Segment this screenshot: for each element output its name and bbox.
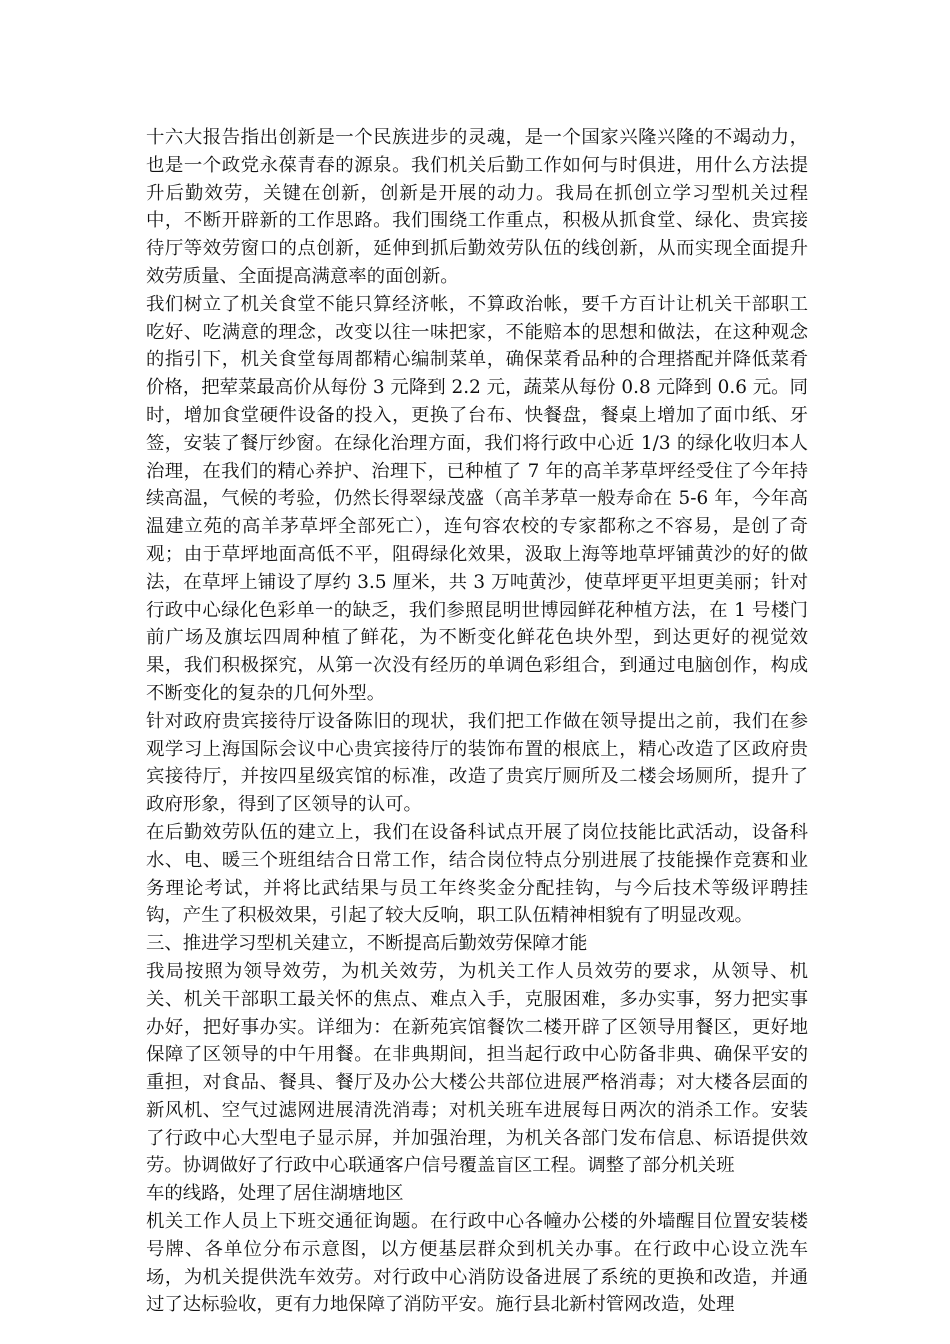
paragraph-reception-hall: 针对政府贵宾接待厅设备陈旧的现状，我们把工作做在领导提出之前，我们在参观学习上海国际会议中心贵宾接待厅的装饰布置的根底上，精心改造了区政府贵宾接待厅，并按四星级宾馆的标准，改造了贵宾厅厕所及二楼会场厕所，提升了政府形象，得到了区领导的认可。	[146, 710, 808, 816]
paragraph-service-team: 在后勤效劳队伍的建立上，我们在设备科试点开展了岗位技能比武活动，设备科水、电、暖三个班组结合日常工作，结合岗位特点分别进展了技能操作竞赛和业务理论考试，并将比武结果与员工年终奖金分配挂钩，与今后技术等级评聘挂钩，产生了积极效果，引起了较大反响，职工队伍精神相貌有了明显改观。	[146, 821, 808, 927]
paragraph-service-requirements: 我局按照为领导效劳，为机关效劳，为机关工作人员效劳的要求，从领导、机关、机关干部职工最关怀的焦点、难点入手，克服困难，多办实事，努力把实事办好，把好事办实。详细为：在新苑宾馆餐饮二楼开辟了区领导用餐区，更好地保障了区领导的中午用餐。在非典期间，担当起行政中心防备非典、确保平安的重担，对食品、餐具、餐厅及办公大楼公共部位进展严格消毒；对大楼各层面的新风机、空气过滤网进展清洗消毒；对机关班车进展每日两次的消杀工作。安装了行政中心大型电子显示屏，并加强治理，为机关各部门发布信息、标语提供效劳。协调做好了行政中心联通客户信号覆盖盲区工程。调整了部分机关班	[146, 960, 808, 1177]
paragraph-canteen-greening: 我们树立了机关食堂不能只算经济帐，不算政治帐，要千方百计让机关干部职工吃好、吃满意的理念，改变以往一味把家，不能赔本的思想和做法，在这种观念的指引下，机关食堂每周都精心编制菜单，确保菜肴品种的合理搭配并降低菜肴价格，把荤菜最高价从每份 3 元降到 2.2 元，蔬菜从每份 0.8 元降到 0.6 元。同时，增加食堂硬件设备的投入，更换了台布、快餐盘，餐桌上增加了面巾纸、牙签，安装了餐厅纱窗。在绿化治理方面，我们将行政中心近 1/3 的绿化收归本人治理，在我们的精心养护、治理下，已种植了 7 年的高羊茅草坪经受住了今年持续高温，气候的考验，仍然长得翠绿茂盛（高羊茅草一般寿命在 5-6 年，今年高温建立苑的高羊茅草坪全部死亡），连句容农校的专家都称之不容易，是创了奇观；由于草坪地面高低不平，阻碍绿化效果，汲取上海等地草坪铺黄沙的好的做法，在草坪上铺设了厚约 3.5 厘米，共 3 万吨黄沙，使草坪更平坦更美丽；针对行政中心绿化色彩单一的缺乏，我们参照昆明世博园鲜花种植方法，在 1 号楼门前广场及旗坛四周种植了鲜花，为不断变化鲜花色块外型，到达更好的视觉效果，我们积极探究，从第一次没有经历的单调色彩组合，到通过电脑创作，构成不断变化的复杂的几何外型。	[146, 293, 808, 704]
section-heading-learning-organization: 三、推进学习型机关建立，不断提高后勤效劳保障才能	[146, 933, 588, 955]
paragraph-innovation-intro: 十六大报告指出创新是一个民族进步的灵魂，是一个国家兴隆兴隆的不竭动力，也是一个政党永葆青春的源泉。我们机关后勤工作如何与时俱进，用什么方法提升后勤效劳，关键在创新，创新是开展的动力。我局在抓创立学习型机关过程中，不断开辟新的工作思路。我们围绕工作重点，积极从抓食堂、绿化、贵宾接待厅等效劳窗口的点创新，延伸到抓后勤效劳队伍的线创新，从而实现全面提升效劳质量、全面提高满意率的面创新。	[146, 127, 808, 287]
paragraph-commute-facilities: 机关工作人员上下班交通征询题。在行政中心各幢办公楼的外墙醒目位置安装楼号牌、各单位分布示意图，以方便基层群众到机关办事。在行政中心设立洗车场，为机关提供洗车效劳。对行政中心消防设备进展了系统的更换和改造，并通过了达标验收，更有力地保障了消防平安。施行县北新村管网改造，处理	[146, 1211, 808, 1316]
document-body	[146, 124, 808, 1319]
paragraph-bus-routes: 车的线路，处理了居住湖塘地区	[146, 1183, 404, 1205]
